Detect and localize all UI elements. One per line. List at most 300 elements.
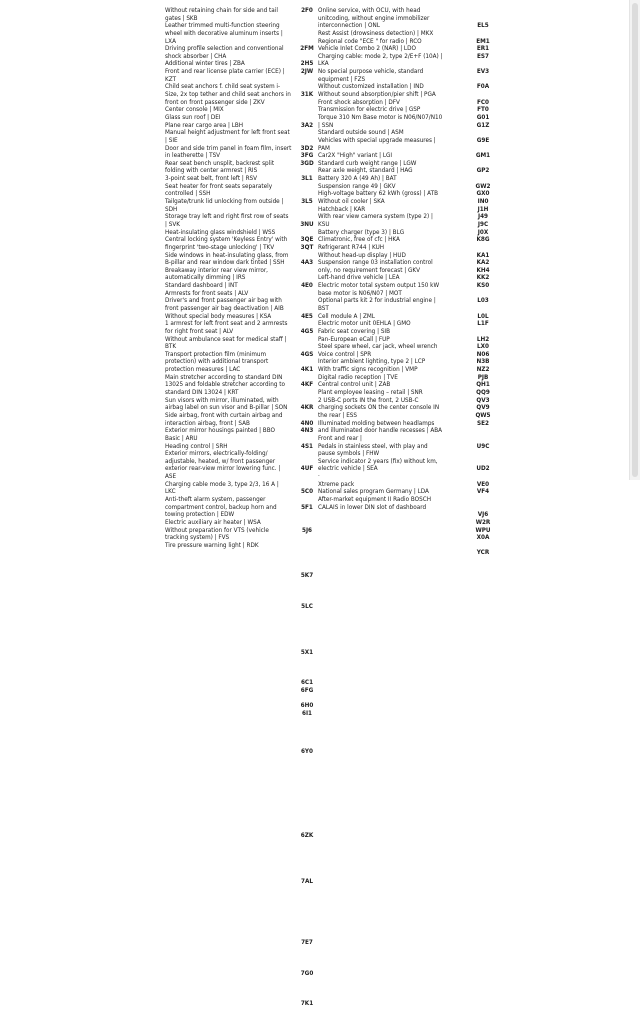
- option-code: [472, 306, 494, 314]
- equipment-text-line: Without sound absorption/pier shift | PGA: [318, 92, 436, 99]
- option-code: [472, 176, 494, 184]
- equipment-text-line: Tire pressure warning light | RDK: [165, 542, 259, 549]
- equipment-text-line: Transmission for electric drive | GSP: [318, 107, 421, 114]
- option-code: 4N0: [300, 420, 314, 427]
- equipment-text-line: With rear view camera system (type 2) |: [318, 214, 433, 221]
- equipment-text-line: wheel with decorative aluminum inserts |: [165, 30, 283, 37]
- equipment-text-line: Without ambulance seat for medical staff |: [165, 336, 287, 343]
- equipment-text-line: Without oil cooler | SKA: [318, 199, 385, 206]
- equipment-text-line: Battery charger (type 3) | BLG: [318, 229, 405, 236]
- option-code: [296, 214, 318, 222]
- option-code: [472, 161, 494, 169]
- option-code: 5LC: [301, 603, 313, 610]
- option-code: K8G: [476, 237, 490, 244]
- option-code: 4K1: [300, 367, 314, 374]
- option-code: J0X: [477, 229, 489, 236]
- equipment-text-line: Driver's and front passenger air bag with: [165, 298, 282, 305]
- equipment-text-line: Electric motor total system output 150 kW: [318, 283, 440, 290]
- equipment-text-line: B-pillar and rear window dark tinted | SSH: [165, 260, 285, 267]
- equipment-text-line: Heat-insulating glass windshield | WSS: [165, 229, 276, 236]
- option-code: 3D2: [300, 145, 314, 152]
- option-code: 7E7: [301, 940, 313, 947]
- option-code: 6FG: [300, 688, 314, 695]
- option-code: G01: [476, 114, 490, 121]
- equipment-text-line: Central locking system 'Keyless Entry' with: [165, 237, 288, 244]
- option-code: 5J6: [301, 527, 313, 534]
- option-code: [472, 16, 494, 24]
- equipment-text-line: Glass sun roof | DEI: [165, 114, 221, 121]
- equipment-text-line: ·: [318, 474, 320, 481]
- equipment-text-line: Xtreme pack: [318, 481, 355, 488]
- equipment-text-line: Plane rear cargo area | LBH: [165, 122, 244, 129]
- option-code: [296, 581, 318, 589]
- option-code: [296, 550, 318, 558]
- option-code: [296, 191, 318, 199]
- equipment-text-line: Left-hand drive vehicle | LEA: [318, 275, 400, 282]
- option-code: [296, 696, 318, 704]
- equipment-text-line: in leatherette | TSV: [165, 153, 221, 160]
- option-code: 31K: [300, 92, 314, 99]
- equipment-text-line: Transport protection film (minimum: [165, 351, 267, 358]
- equipment-text-line: BTK: [165, 344, 177, 351]
- option-code: [472, 451, 494, 459]
- option-code: [296, 910, 318, 918]
- equipment-text-line: interconnection | ONL: [318, 23, 380, 30]
- option-code: NZ2: [476, 367, 490, 374]
- equipment-text-line: unitcoding, without engine immobilizer: [318, 15, 430, 22]
- option-code: [296, 535, 318, 543]
- option-code: KA1: [476, 252, 490, 259]
- option-code: [296, 933, 318, 941]
- equipment-text-line: Front and rear license plate carrier (ECE) |: [165, 69, 285, 76]
- option-code: QV9: [476, 405, 490, 412]
- equipment-text-line: equipment | FZS: [318, 76, 366, 83]
- option-code: [296, 887, 318, 895]
- equipment-text-line: Rear axle weight, standard | HAG: [318, 168, 413, 175]
- option-code: L03: [477, 298, 489, 305]
- equipment-text-line: Central control unit | ZAB: [318, 382, 391, 389]
- option-code: [296, 657, 318, 665]
- option-code: 5F1: [301, 504, 313, 511]
- equipment-text-line: LXA: [165, 38, 176, 45]
- option-code: 4A3: [300, 260, 314, 267]
- option-code: 5X1: [300, 649, 314, 656]
- option-code: 6I1: [301, 710, 313, 717]
- equipment-text-line: Without customized installation | IND: [318, 84, 424, 91]
- option-code: N3B: [476, 359, 490, 366]
- equipment-text-line: towing protection | EDW: [165, 512, 235, 519]
- option-code: [472, 436, 494, 444]
- option-code: [296, 826, 318, 834]
- option-code: [296, 665, 318, 673]
- option-code: [296, 138, 318, 146]
- option-code: F0A: [476, 84, 490, 91]
- option-code: [296, 344, 318, 352]
- equipment-text-line: PAM: [318, 145, 330, 152]
- option-code: QH1: [476, 382, 490, 389]
- scrollbar-thumb[interactable]: [632, 3, 638, 477]
- option-code: [296, 856, 318, 864]
- option-code: [296, 795, 318, 803]
- option-code: [472, 31, 494, 39]
- option-code: 5C0: [300, 489, 314, 496]
- equipment-text-line: Front and rear |: [318, 435, 362, 442]
- option-code: FT0: [477, 107, 489, 114]
- equipment-text-line: After-market equipment II Radio BOSCH: [318, 497, 432, 503]
- option-code: [296, 673, 318, 681]
- option-code: 4S1: [300, 443, 313, 450]
- option-code: FC0: [476, 99, 490, 106]
- equipment-text-line: controlled | SSH: [165, 191, 211, 198]
- option-code: [296, 77, 318, 85]
- option-code: G1Z: [476, 122, 490, 129]
- option-code: 3FG: [300, 153, 314, 160]
- option-code: [296, 130, 318, 138]
- equipment-text-line: Climatronic, free of cfc | HKA: [318, 237, 400, 244]
- option-code: 4G5: [300, 328, 314, 335]
- option-code: [296, 726, 318, 734]
- equipment-text-line: Breakaway interior rear view mirror,: [165, 267, 268, 274]
- equipment-text-line: 3-point seat belt, front left | RSV: [165, 176, 258, 183]
- option-code: 3L1: [301, 176, 313, 183]
- equipment-text-line: Pan-European eCall | FUP: [318, 336, 390, 343]
- equipment-text-line: protection) with additional transport: [165, 359, 269, 366]
- equipment-text-line: Standard curb weight range | LGW: [318, 160, 417, 167]
- option-code: 4UF: [300, 466, 314, 473]
- option-code: [296, 894, 318, 902]
- option-code: [472, 245, 494, 253]
- equipment-text-line: Driving profile selection and conventional: [165, 46, 284, 53]
- option-code: EL5: [477, 23, 489, 30]
- option-code: [296, 734, 318, 742]
- option-code: [296, 642, 318, 650]
- option-code: GX0: [476, 191, 490, 198]
- equipment-text-line: Main stretcher according to standard DIN: [165, 374, 283, 381]
- option-code: 5K7: [300, 573, 314, 580]
- equipment-text-line: fingerprint 'two-stage unlocking' | TKV: [165, 244, 275, 251]
- equipment-text-line: | SSN: [318, 122, 334, 129]
- option-codes-left: [296, 8, 318, 1009]
- option-code: J9C: [477, 221, 489, 228]
- equipment-text-line: Voice control | SPR: [318, 351, 372, 358]
- option-code: [296, 482, 318, 490]
- equipment-text-line: Battery 320 A (49 Ah) | BAT: [318, 176, 397, 183]
- option-code: KK2: [476, 275, 490, 282]
- option-code: [296, 635, 318, 643]
- option-code: [296, 337, 318, 345]
- option-code: LH2: [476, 336, 490, 343]
- equipment-text-line: Exterior mirrors, electrically-folding/: [165, 451, 268, 458]
- option-code: [296, 268, 318, 276]
- equipment-text-line: 13025 and foldable stretcher according to: [165, 382, 285, 389]
- option-code: VF4: [476, 489, 490, 496]
- equipment-text-line: Seat heater for front seats separately: [165, 183, 273, 190]
- option-code: [296, 115, 318, 123]
- equipment-text-line: Plant employee leasing – retail | SNR: [318, 390, 423, 397]
- option-code: LX0: [477, 344, 489, 351]
- option-code: [472, 497, 494, 505]
- option-code: [296, 925, 318, 933]
- option-code: QV3: [476, 397, 490, 404]
- option-code: PJB: [477, 374, 489, 381]
- option-code: 4KR: [300, 405, 314, 412]
- option-code: 4N3: [300, 428, 314, 435]
- equipment-text-line: Basic | ARU: [165, 435, 198, 442]
- option-code: 2H5: [300, 61, 314, 68]
- equipment-text-line: Suspension range 49 | GKV: [318, 183, 396, 190]
- equipment-text-line: | SIE: [165, 137, 178, 144]
- option-code: [296, 810, 318, 818]
- option-code: [296, 16, 318, 24]
- option-code: [296, 772, 318, 780]
- option-code: 4KF: [300, 382, 314, 389]
- option-code: EM1: [476, 38, 490, 45]
- equipment-text-line: Regional code "ECE " for radio | RCO: [318, 38, 422, 45]
- option-code: [296, 39, 318, 47]
- option-code: [296, 451, 318, 459]
- option-code: KS0: [476, 283, 490, 290]
- equipment-text-line: electric vehicle | SEA: [318, 466, 378, 473]
- option-code: QQ9: [476, 390, 490, 397]
- equipment-text-line: only, no requirement forecast | GKV: [318, 267, 420, 274]
- option-code: 3QT: [300, 244, 314, 251]
- option-code: G9E: [476, 137, 490, 144]
- option-code: [296, 84, 318, 92]
- option-codes-right: [472, 8, 494, 558]
- option-code: [296, 757, 318, 765]
- equipment-text-line: Optional parts kit 2 for industrial engine |: [318, 298, 436, 305]
- equipment-text-line: Heading control | SRH: [165, 443, 228, 450]
- equipment-text-line: Interior ambient lighting, type 2 | LCP: [318, 359, 426, 366]
- option-code: [296, 298, 318, 306]
- equipment-text-line: Manual height adjustment for left front seat: [165, 130, 290, 137]
- equipment-text-line: Fabric seat covering | SIB: [318, 328, 391, 335]
- option-code: [472, 505, 494, 513]
- option-code: [296, 230, 318, 238]
- option-code: [472, 77, 494, 85]
- option-code: [296, 589, 318, 597]
- equipment-text-line: Electric auxiliary air heater | WSA: [165, 519, 261, 526]
- option-code: [472, 92, 494, 100]
- equipment-text-line: 2 USB-C ports IN the front, 2 USB-C: [318, 397, 419, 404]
- option-code: [296, 917, 318, 925]
- equipment-text-line: automatically dimming | IRS: [165, 275, 246, 282]
- equipment-text-line: LKC: [165, 489, 176, 496]
- equipment-text-line: tracking system) | FVS: [165, 535, 230, 542]
- equipment-text-line: Hatchback | KAR: [318, 206, 366, 213]
- option-code: [296, 436, 318, 444]
- option-code: [296, 566, 318, 574]
- option-code: [296, 619, 318, 627]
- option-code: [472, 130, 494, 138]
- equipment-text-line: the rear | ESS: [318, 412, 358, 419]
- option-code: [296, 902, 318, 910]
- equipment-text-line: Sun visors with mirror, illuminated, with: [165, 397, 279, 404]
- equipment-text-line: Pedals in stainless steel, with play and: [318, 443, 428, 450]
- option-code: [296, 168, 318, 176]
- option-code: GW2: [475, 183, 491, 190]
- option-code: YCR: [476, 550, 490, 557]
- option-code: 2JW: [300, 69, 314, 76]
- equipment-text-line: With traffic signs recognition | VMP: [318, 367, 418, 374]
- equipment-text-line: Without head-up display | HUD: [318, 252, 406, 259]
- option-code: WPU: [475, 527, 491, 534]
- equipment-text-line: High-voltage battery 62 kWh (gross) | ATB: [318, 191, 438, 198]
- option-code: EV3: [476, 69, 490, 76]
- equipment-text-line: Refrigerant R744 | KUH: [318, 244, 385, 251]
- equipment-text-line: Suspension range 03 installation control: [318, 260, 433, 267]
- option-code: [296, 742, 318, 750]
- option-code: [296, 359, 318, 367]
- equipment-text-line: Digital radio reception | TVE: [318, 374, 398, 381]
- option-code: [296, 321, 318, 329]
- option-code: IN0: [477, 199, 489, 206]
- option-code: [296, 459, 318, 467]
- option-code: 6C1: [300, 680, 314, 687]
- equipment-text-line: pause symbols | FHW: [318, 451, 380, 458]
- option-code: [296, 398, 318, 406]
- equipment-text-line: airbag label on sun visor and B-pillar | SON: [165, 405, 288, 412]
- equipment-text-line: Door and side trim panel in foam film, insert: [165, 145, 292, 152]
- equipment-text-line: Vehicle Inlet Combo 2 (NAR) | LDO: [318, 46, 416, 53]
- option-code: [296, 955, 318, 963]
- option-code: [296, 253, 318, 261]
- equipment-text-line: front on front passenger side | ZKV: [165, 99, 265, 106]
- option-code: 2F0: [301, 8, 313, 14]
- option-code: N06: [476, 351, 490, 358]
- equipment-text-line: gates | SKB: [165, 15, 198, 22]
- equipment-text-line: Center console | MIX: [165, 107, 224, 114]
- option-code: VE0: [476, 481, 490, 488]
- option-code: [296, 764, 318, 772]
- option-code: [296, 994, 318, 1002]
- equipment-text-line: Additional winter tires | ZBA: [165, 61, 245, 68]
- option-code: [472, 61, 494, 69]
- equipment-text-line: protection measures | LAC: [165, 367, 241, 374]
- option-code: [472, 291, 494, 299]
- option-code: KH4: [476, 267, 490, 274]
- equipment-text-line: Torque 310 Nm Base motor is N06/N07/N10: [318, 114, 443, 121]
- option-code: [472, 8, 494, 16]
- option-code: [472, 474, 494, 482]
- option-code: [296, 978, 318, 986]
- option-code: 6Y0: [300, 749, 314, 756]
- option-code: 2FM: [300, 46, 314, 53]
- equipment-text-line: Armrests for front seats | ALV: [165, 290, 249, 297]
- equipment-text-line: BST: [318, 305, 329, 312]
- equipment-text-line: Tailgate/trunk lid unlocking from outside |: [165, 199, 284, 206]
- equipment-list-right: [318, 8, 468, 512]
- option-code: [296, 787, 318, 795]
- option-code: J1H: [477, 206, 489, 213]
- equipment-text-line: Illuminated molding between headlamps: [318, 420, 435, 427]
- option-code: [296, 818, 318, 826]
- option-code: X0A: [476, 535, 490, 542]
- equipment-text-line: exterior rear-view mirror lowering func. |: [165, 466, 281, 473]
- equipment-text-line: National sales program Germany | LDA: [318, 489, 429, 496]
- option-code: 7AL: [301, 879, 313, 886]
- equipment-text-line: for right front seat | ALV: [165, 328, 234, 335]
- option-code: [296, 612, 318, 620]
- option-code: [296, 306, 318, 314]
- option-code: [296, 54, 318, 62]
- equipment-text-line: charging sockets ON the center console IN: [318, 405, 440, 412]
- equipment-text-line: compartment control, backup horn and: [165, 504, 277, 511]
- option-code: [296, 497, 318, 505]
- equipment-text-line: Vehicles with special upgrade measures |: [318, 137, 436, 144]
- option-code: [472, 329, 494, 337]
- option-code: L0L: [477, 313, 489, 320]
- option-code: [296, 963, 318, 971]
- option-code: SE2: [477, 420, 489, 427]
- option-code: L1F: [477, 321, 489, 328]
- equipment-text-line: | SVK: [165, 221, 180, 228]
- equipment-text-line: Anti-theft alarm system, passenger: [165, 497, 266, 503]
- option-code: 3QE: [300, 237, 314, 244]
- vertical-scrollbar[interactable]: [629, 0, 640, 480]
- equipment-text-line: ASE: [165, 474, 177, 481]
- option-code: [296, 375, 318, 383]
- equipment-text-line: Leather trimmed multi-function steering: [165, 23, 280, 30]
- equipment-text-line: Side windows in heat-insulating glass, from: [165, 252, 289, 259]
- option-code: [296, 207, 318, 215]
- equipment-text-line: LKA: [318, 61, 329, 68]
- equipment-text-line: Storage tray left and right first row of seats: [165, 214, 289, 221]
- option-code: [296, 31, 318, 39]
- equipment-text-line: Rear seat bench unsplit, backrest split: [165, 160, 275, 167]
- option-code: 4E5: [301, 313, 313, 320]
- option-code: [296, 474, 318, 482]
- option-code: 3A2: [300, 122, 314, 129]
- equipment-text-line: Without special body measures | KSA: [165, 313, 272, 320]
- equipment-text-line: KSU: [318, 221, 330, 228]
- option-code: 3NU: [300, 221, 314, 228]
- option-code: [296, 291, 318, 299]
- equipment-text-line: Steel spare wheel, car jack, wheel wrench: [318, 344, 438, 351]
- equipment-text-line: Standard dashboard | INT: [165, 283, 238, 290]
- option-code: KA2: [476, 260, 490, 267]
- option-code: 4E0: [301, 283, 313, 290]
- option-code: 7G0: [300, 970, 314, 977]
- equipment-text-line: Child seat anchors f. child seat system i-: [165, 84, 281, 91]
- option-code: GM1: [475, 153, 491, 160]
- equipment-text-line: 1 armrest for left front seat and 2 armrests: [165, 321, 288, 328]
- option-code: [296, 512, 318, 520]
- equipment-list-left: [165, 8, 313, 550]
- option-code: 6ZK: [300, 833, 314, 840]
- equipment-text-line: Charging cable: mode 2, type 2/E+F (10A) |: [318, 53, 443, 60]
- equipment-text-line: standard DIN 13024 | KRT: [165, 390, 239, 397]
- equipment-text-line: KZT: [165, 76, 177, 83]
- option-code: [296, 780, 318, 788]
- option-code: 3L5: [301, 199, 313, 206]
- equipment-text-line: Electric motor unit 0EHLA | GMO: [318, 321, 411, 328]
- equipment-text-line: Cell module A | ZML: [318, 313, 375, 320]
- equipment-text-line: and illuminated door handle recesses | ABA: [318, 428, 443, 435]
- option-code: [296, 520, 318, 528]
- option-code: [296, 864, 318, 872]
- option-code: 4GS: [300, 351, 314, 358]
- option-code: [472, 428, 494, 436]
- equipment-text-line: Charging cable mode 3, type 2/3, 16 A |: [165, 481, 279, 488]
- option-code: [296, 184, 318, 192]
- option-code: [472, 146, 494, 154]
- equipment-text-line: Size, 2x top tether and child seat anchors in: [165, 92, 291, 99]
- equipment-text-line: shock absorber | CHA: [165, 53, 227, 60]
- option-code: [296, 413, 318, 421]
- equipment-text-line: No special purpose vehicle, standard: [318, 69, 424, 76]
- option-code: VJ6: [477, 512, 489, 519]
